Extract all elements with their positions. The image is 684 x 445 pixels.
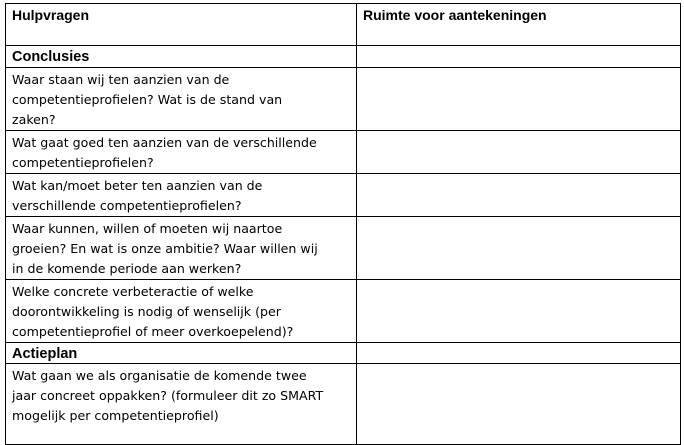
question-row bbox=[6, 131, 681, 174]
section-title: Actieplan bbox=[6, 343, 357, 364]
question-text bbox=[6, 280, 357, 343]
question-line: Wat gaan we als organisatie de komende twee bbox=[12, 368, 307, 383]
section-title: Conclusies bbox=[6, 46, 357, 68]
question-line: Wat gaat goed ten aanzien van de verschillende bbox=[12, 135, 317, 150]
question-row bbox=[6, 280, 681, 343]
header-row bbox=[6, 4, 681, 46]
question-text bbox=[6, 68, 357, 131]
note-cell[interactable] bbox=[357, 131, 681, 174]
question-line: zaken? bbox=[12, 112, 56, 127]
worksheet-table bbox=[5, 3, 681, 445]
header-notes: Ruimte voor aantekeningen bbox=[357, 4, 681, 46]
question-line: in de komende periode aan werken? bbox=[12, 261, 242, 276]
question-line: competentieprofielen? Wat is de stand van bbox=[12, 92, 283, 107]
question-line: Waar kunnen, willen of moeten wij naartoe bbox=[12, 221, 283, 236]
question-line: doorontwikkeling is nodig of wenselijk (per bbox=[12, 304, 281, 319]
question-line: Wat kan/moet beter ten aanzien van de bbox=[12, 178, 263, 193]
note-cell bbox=[357, 343, 681, 364]
question-row bbox=[6, 217, 681, 280]
question-line: mogelijk per competentieprofiel) bbox=[12, 408, 219, 423]
question-line: groeien? En wat is onze ambitie? Waar willen wij bbox=[12, 241, 318, 256]
note-cell[interactable] bbox=[357, 280, 681, 343]
note-cell[interactable] bbox=[357, 364, 681, 445]
question-line: Waar staan wij ten aanzien van de bbox=[12, 72, 230, 87]
question-row bbox=[6, 364, 681, 445]
question-text bbox=[6, 174, 357, 217]
question-line: competentieprofiel of meer overkoepelend)? bbox=[12, 324, 294, 339]
question-line: Welke concrete verbeteractie of welke bbox=[12, 284, 254, 299]
note-cell bbox=[357, 46, 681, 68]
note-cell[interactable] bbox=[357, 217, 681, 280]
question-text bbox=[6, 217, 357, 280]
note-cell[interactable] bbox=[357, 174, 681, 217]
question-text bbox=[6, 364, 357, 445]
question-line: verschillende competentieprofielen? bbox=[12, 198, 242, 213]
header-hulpvragen: Hulpvragen bbox=[6, 4, 357, 46]
question-text bbox=[6, 131, 357, 174]
question-line: jaar concreet oppakken? (formuleer dit zo SMART bbox=[12, 388, 324, 403]
section-row-actieplan bbox=[6, 343, 681, 364]
question-row bbox=[6, 174, 681, 217]
question-line: competentieprofielen? bbox=[12, 155, 154, 170]
question-row bbox=[6, 68, 681, 131]
note-cell[interactable] bbox=[357, 68, 681, 131]
section-row-conclusies bbox=[6, 46, 681, 68]
